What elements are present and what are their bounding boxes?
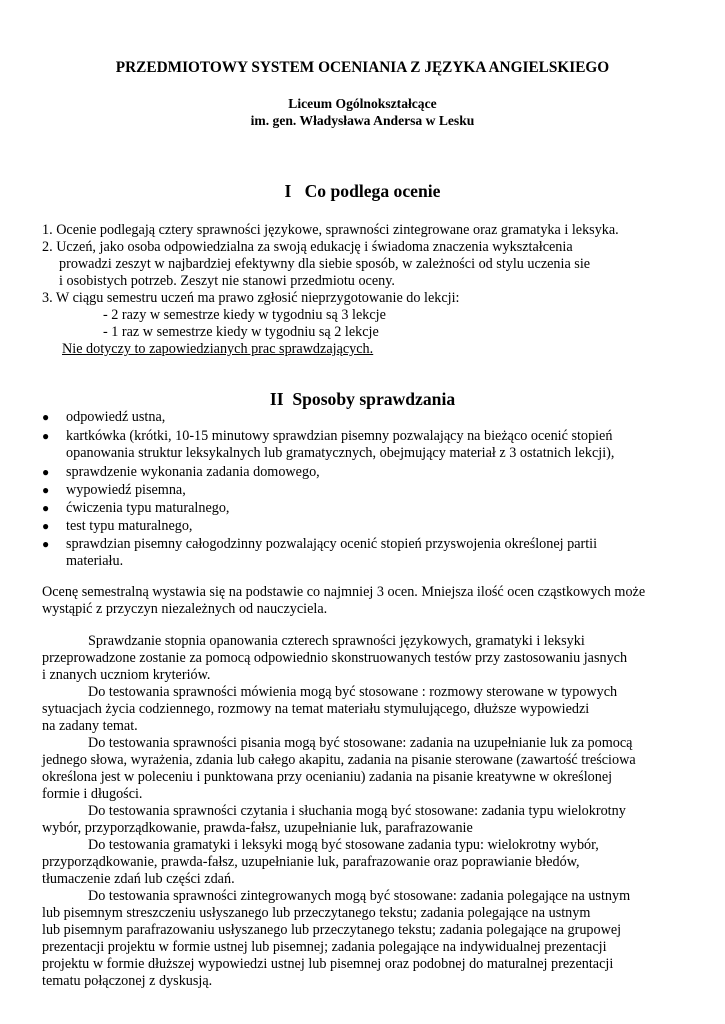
- paragraph-line: sytuacjach życia codziennego, rozmowy na temat materiału stymulującego, dłuższe wypowiedzi: [42, 701, 590, 717]
- bullet-icon: ●: [42, 483, 50, 497]
- bullet-icon: ●: [42, 429, 50, 443]
- paragraph-line: i znanych uczniom kryteriów.: [42, 667, 211, 683]
- section-1-item-2-line-2: prowadzi zeszyt w najbardziej efektywny dla siebie sposób, w zależności od stylu uczenia sie: [59, 256, 591, 272]
- paragraph-line: wybór, przyporządkowanie, prawda-fałsz, uzupełnianie luk, parafrazowanie: [42, 820, 473, 836]
- paragraph-line: Do testowania sprawności pisania mogą być stosowane: zadania na uzupełnianie luk za pomocą: [88, 735, 633, 751]
- paragraph-line: tematu połączonej z dyskusją.: [42, 973, 213, 989]
- paragraph-line: lub pisemnym parafrazowaniu usłyszanego lub przeczytanego tekstu; zadania polegające na grupowej: [42, 922, 622, 938]
- method-list-item: test typu maturalnego,: [66, 518, 193, 534]
- paragraph-line: przeprowadzone zostanie za pomocą odpowiednio skonstruowanych testów przy zastosowaniu jasnych: [42, 650, 628, 666]
- method-list-item: ćwiczenia typu maturalnego,: [66, 500, 230, 516]
- paragraph-line: projektu w formie dłuższej wypowiedzi ustnej lub pisemnej oraz podobnej do maturalnej prezentacji: [42, 956, 614, 972]
- paragraph-line: Do testowania sprawności mówienia mogą być stosowane : rozmowy sterowane w typowych: [88, 684, 618, 700]
- bullet-icon: ●: [42, 537, 50, 551]
- paragraph-line: Do testowania gramatyki i leksyki mogą być stosowane zadania typu: wielokrotny wybór,: [88, 837, 599, 853]
- bullet-icon: ●: [42, 519, 50, 533]
- paragraph-line: Sprawdzanie stopnia opanowania czterech sprawności językowych, gramatyki i leksyki: [88, 633, 585, 649]
- document-title: PRZEDMIOTOWY SYSTEM OCENIANIA Z JĘZYKA ANGIELSKIEGO: [115, 59, 610, 76]
- paragraph-line: określona jest w poleceniu i punktowana przy ocenianiu) zadania na pisanie kreatywne w określonej: [42, 769, 613, 785]
- section-1-heading: I Co podlega ocenie: [284, 181, 441, 201]
- method-list-item: kartkówka (krótki, 10-15 minutowy sprawdzian pisemny pozwalający na bieżąco ocenić stopień: [66, 428, 613, 444]
- paragraph-line: formie i długości.: [42, 786, 143, 802]
- paragraph-line: tłumaczenie zdań lub części zdań.: [42, 871, 235, 887]
- semester-note-line-2: wystąpić z przyczyn niezależnych od nauczyciela.: [42, 601, 328, 617]
- paragraph-line: przyporządkowanie, prawda-fałsz, uzupełnianie luk, parafrazowanie oraz poprawianie błedów,: [42, 854, 580, 870]
- method-list-item: odpowiedź ustna,: [66, 409, 166, 425]
- paragraph-line: na zadany temat.: [42, 718, 138, 734]
- method-list-item: sprawdzenie wykonania zadania domowego,: [66, 464, 320, 480]
- section-1-item-2-line-3: i osobistych potrzeb. Zeszyt nie stanowi przedmiotu oceny.: [59, 273, 395, 289]
- section-1-item-1: 1. Ocenie podlegają cztery sprawności językowe, sprawności zintegrowane oraz gramatyka i leksyka.: [42, 222, 619, 238]
- bullet-icon: ●: [42, 501, 50, 515]
- bullet-icon: ●: [42, 410, 50, 424]
- bullet-icon: ●: [42, 465, 50, 479]
- paragraph-line: Do testowania sprawności zintegrowanych mogą być stosowane: zadania polegające na ustnym: [88, 888, 631, 904]
- method-list-item-continuation: opanowania struktur leksykalnych lub gramatycznych, obejmujący materiał z 3 ostatnich lekcji),: [66, 445, 615, 461]
- method-list-item: sprawdzian pisemny całogodzinny pozwalający ocenić stopień przyswojenia określonej partii: [66, 536, 598, 552]
- paragraph-line: jednego słowa, wyrażenia, zdania lub całego akapitu, zadania na pisanie sterowane (zawartość treściowa: [42, 752, 636, 768]
- method-list-item: wypowiedź pisemna,: [66, 482, 186, 498]
- section-1-subitem-1: - 2 razy w semestrze kiedy w tygodniu są 3 lekcje: [103, 307, 386, 323]
- paragraph-line: lub pisemnym streszczeniu usłyszanego lub przeczytanego tekstu; zadania polegające na ustnym: [42, 905, 591, 921]
- method-list-item-continuation: materiału.: [66, 553, 124, 569]
- section-2-heading: II Sposoby sprawdzania: [269, 389, 456, 409]
- school-patron: im. gen. Władysława Andersa w Lesku: [250, 113, 475, 128]
- section-1-item-2-line-1: 2. Uczeń, jako osoba odpowiedzialna za swoją edukację i świadoma znaczenia wykształcenia: [42, 239, 573, 255]
- semester-note-line-1: Ocenę semestralną wystawia się na podstawie co najmniej 3 ocen. Mniejsza ilość ocen cząstkowych może: [42, 584, 646, 600]
- section-1-subitem-2: - 1 raz w semestrze kiedy w tygodniu są 2 lekcje: [103, 324, 379, 340]
- section-1-note: Nie dotyczy to zapowiedzianych prac sprawdzających.: [62, 341, 374, 357]
- section-1-item-3: 3. W ciągu semestru uczeń ma prawo zgłosić nieprzygotowanie do lekcji:: [42, 290, 460, 306]
- paragraph-line: Do testowania sprawności czytania i słuchania mogą być stosowane: zadania typu wielokrotny: [88, 803, 626, 819]
- paragraph-line: prezentacji projektu w formie ustnej lub pisemnej; zadania polegające na indywidualnej prezentacji: [42, 939, 607, 955]
- school-name: Liceum Ogólnokształcące: [288, 96, 437, 111]
